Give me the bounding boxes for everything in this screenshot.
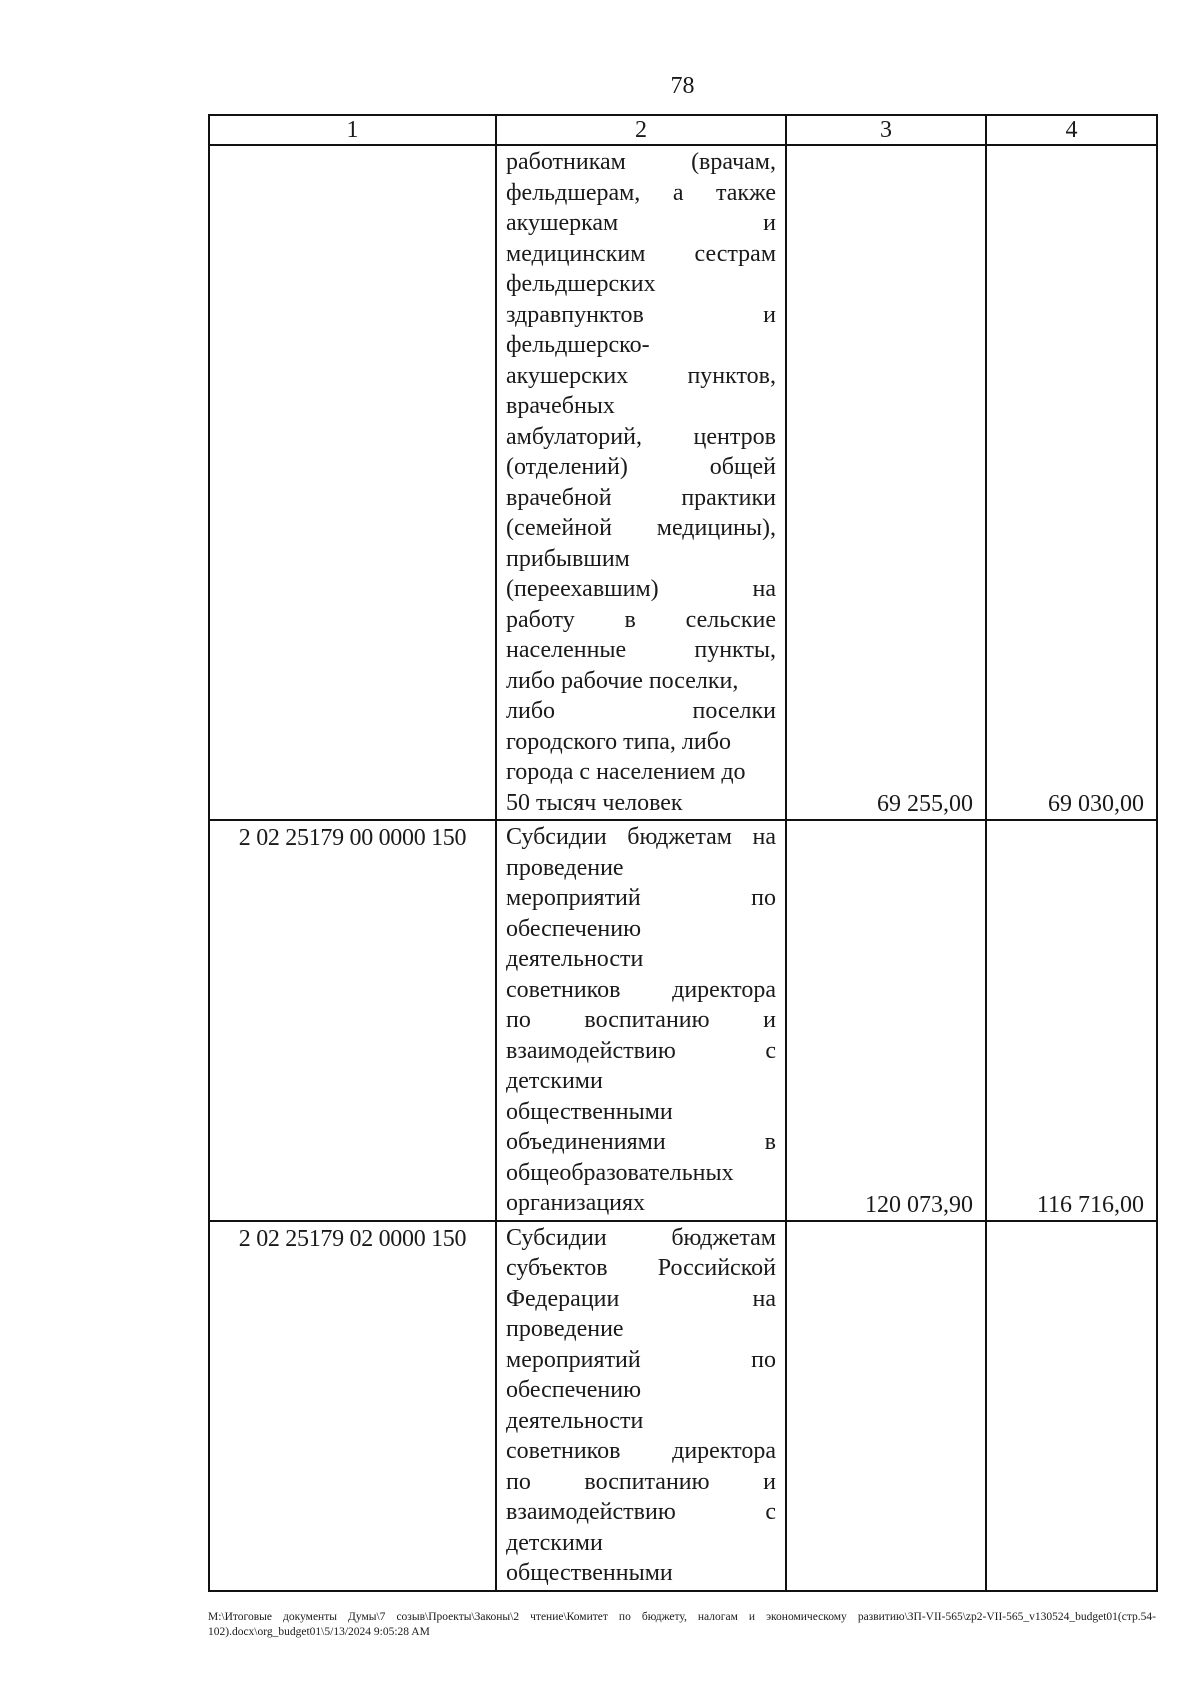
description-line: обеспечению: [506, 1377, 642, 1403]
description-line: деятельности: [506, 1407, 644, 1434]
description-line: детскими: [506, 1529, 603, 1556]
description-cell: [496, 820, 786, 1221]
amount-col3-cell: 120 073,90: [786, 820, 986, 1221]
description-line: медицинским сестрам: [506, 240, 776, 267]
description-line: советников директора: [506, 976, 776, 1003]
description-line: фельдшерам, а также: [506, 179, 776, 206]
description-line: Субсидии бюджетам: [506, 1224, 776, 1251]
description-line: проведение: [506, 1316, 624, 1342]
description-line: городского типа, либо: [506, 728, 731, 755]
description-line: организациях: [506, 1190, 646, 1216]
description-line: врачебной практики: [506, 484, 776, 511]
description-line: амбулаторий, центров: [506, 423, 776, 450]
description-line: акушеркам и: [506, 210, 776, 236]
description-line: работу в сельские: [506, 606, 776, 633]
description-line: взаимодействию с: [506, 1037, 776, 1064]
budget-code-cell: 2 02 25179 02 0000 150: [209, 1221, 496, 1591]
description-line: Субсидии бюджетам на: [506, 824, 776, 850]
amount-col4-cell: 69 030,00: [986, 145, 1157, 820]
amount-col4-cell: [986, 1221, 1157, 1591]
description-line: деятельности: [506, 946, 644, 972]
table-row: [209, 820, 1157, 1221]
description-line: прибывшим: [506, 545, 630, 572]
description-line: либо рабочие поселки,: [506, 667, 739, 694]
table-body: [209, 145, 1157, 1591]
amount-col3-cell: 69 255,00: [786, 145, 986, 820]
description-line: (переехавшим) на: [506, 576, 776, 602]
description-line: здравпунктов и: [506, 301, 776, 328]
description-line: детскими: [506, 1068, 603, 1094]
description-line: по воспитанию и: [506, 1468, 776, 1495]
description-line: взаимодействию с: [506, 1499, 776, 1525]
description-line: фельдшерско-: [506, 332, 650, 358]
description-line: мероприятий по: [506, 1346, 776, 1373]
table-header-row: [209, 115, 1157, 145]
table-row: [209, 145, 1157, 820]
table-row: [209, 1221, 1157, 1591]
budget-table: [208, 114, 1158, 1592]
description-line: обеспечению: [506, 915, 642, 942]
footer-file-path: M:\Итоговые документы Думы\7 созыв\Проекты\Законы\2 чтение\Комитет по бюджету, налогам и экономическому развитию\ЗП-VII-565\zp2-VII-565_v130524_budget01(стр.54-102).docx\org_budget01\5/13/2024 9:05:28 AM: [208, 1611, 1156, 1638]
description-line: фельдшерских: [506, 271, 656, 297]
description-line: города с населением до: [506, 759, 746, 785]
description-line: общественными: [506, 1098, 673, 1125]
description-line: мероприятий по: [506, 885, 776, 911]
page-number: 78: [670, 73, 695, 99]
amount-col4-cell: 116 716,00: [986, 820, 1157, 1221]
description-line: населенные пункты,: [506, 637, 776, 663]
description-line: 50 тысяч человек: [506, 789, 683, 816]
column-header-1: 1: [209, 115, 496, 145]
amount-col3-cell: [786, 1221, 986, 1591]
description-line: объединениями в: [506, 1129, 776, 1155]
description-line: субъектов Российской: [506, 1255, 776, 1281]
description-line: (семейной медицины),: [506, 515, 776, 541]
description-line: акушерских пунктов,: [506, 362, 776, 389]
budget-code-cell: [209, 145, 496, 820]
column-header-4: 4: [986, 115, 1157, 145]
column-header-3: 3: [786, 115, 986, 145]
description-line: (отделений) общей: [506, 454, 776, 480]
budget-code-cell: 2 02 25179 00 0000 150: [209, 820, 496, 1221]
description-line: либо поселки: [506, 698, 776, 724]
description-cell: [496, 1221, 786, 1591]
description-line: по воспитанию и: [506, 1007, 776, 1033]
description-line: проведение: [506, 854, 624, 881]
description-line: врачебных: [506, 393, 615, 419]
column-header-2: 2: [496, 115, 786, 145]
description-line: Федерации на: [506, 1285, 776, 1312]
description-line: работникам (врачам,: [506, 149, 776, 175]
description-line: советников директора: [506, 1438, 776, 1464]
description-line: общественными: [506, 1560, 673, 1586]
description-line: общеобразовательных: [506, 1159, 734, 1186]
description-cell: [496, 145, 786, 820]
